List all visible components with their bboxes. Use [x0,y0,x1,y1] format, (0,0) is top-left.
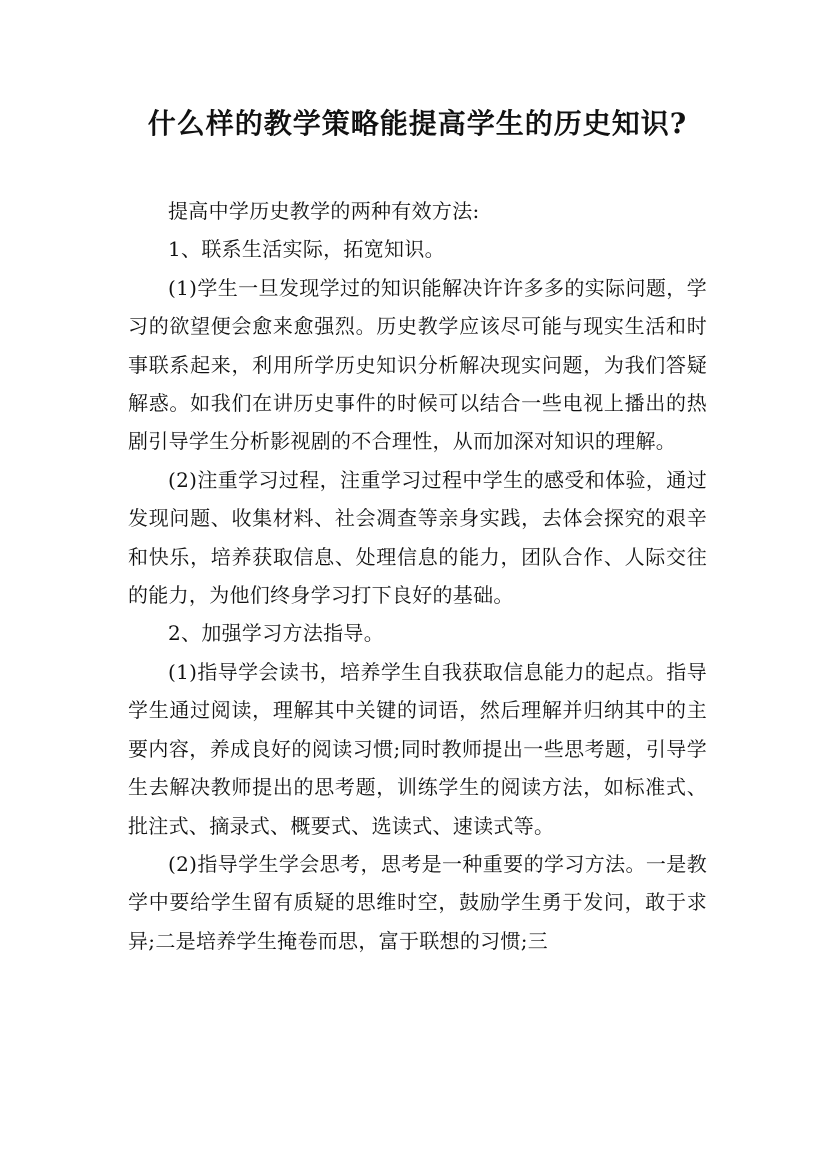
paragraph-intro: 提高中学历史教学的两种有效方法: [168,199,480,223]
paragraph-section-1-item-1: (1)学生一旦发现学过的知识能解决许许多多的实际问题，学习的欲望便会愈来愈强烈。历史教学应该尽可能与现实生活和时事联系起来，利用所学历史知识分析解决现实问题，为我们答疑解惑。如我们在讲历史事件的时候可以结合一些电视上播出的热剧引导学生分析影视剧的不合理性，从而加深对知识的理解。 [128,275,707,454]
paragraph-section-2-item-2: (2)指导学生学会思考，思考是一种重要的学习方法。一是教学中要给学生留有质疑的思维时空，鼓励学生勇于发问，敢于求异;二是培养学生掩卷而思，富于联想的习惯;三 [128,851,707,953]
document-title: 什么样的教学策略能提高学生的历史知识? [147,107,688,140]
document-body [128,192,707,960]
paragraph-section-2-heading: 2、加强学习方法指导。 [168,621,385,646]
paragraph-section-1-heading: 1、联系生活实际，拓宽知识。 [168,237,445,262]
paragraph-section-1-item-2: (2)注重学习过程，注重学习过程中学生的感受和体验，通过发现问题、收集材料、社会凋查等亲身实践，去体会探究的艰辛和快乐，培养获取信息、处理信息的能力，团队合作、人际交往的能力，为他们终身学习打下良好的基础。 [128,467,707,608]
paragraph-section-2-item-1: (1)指导学会读书，培养学生自我获取信息能力的起点。指导学生通过阅读，理解其中关键的词语，然后理解并归纳其中的主要内容，养成良好的阅读习惯;同时教师提出一些思考题，引导学生去解决教师提出的思考题，训练学生的阅读方法，如标准式、批注式、摘录式、概要式、选读式、速读式等。 [128,659,707,838]
